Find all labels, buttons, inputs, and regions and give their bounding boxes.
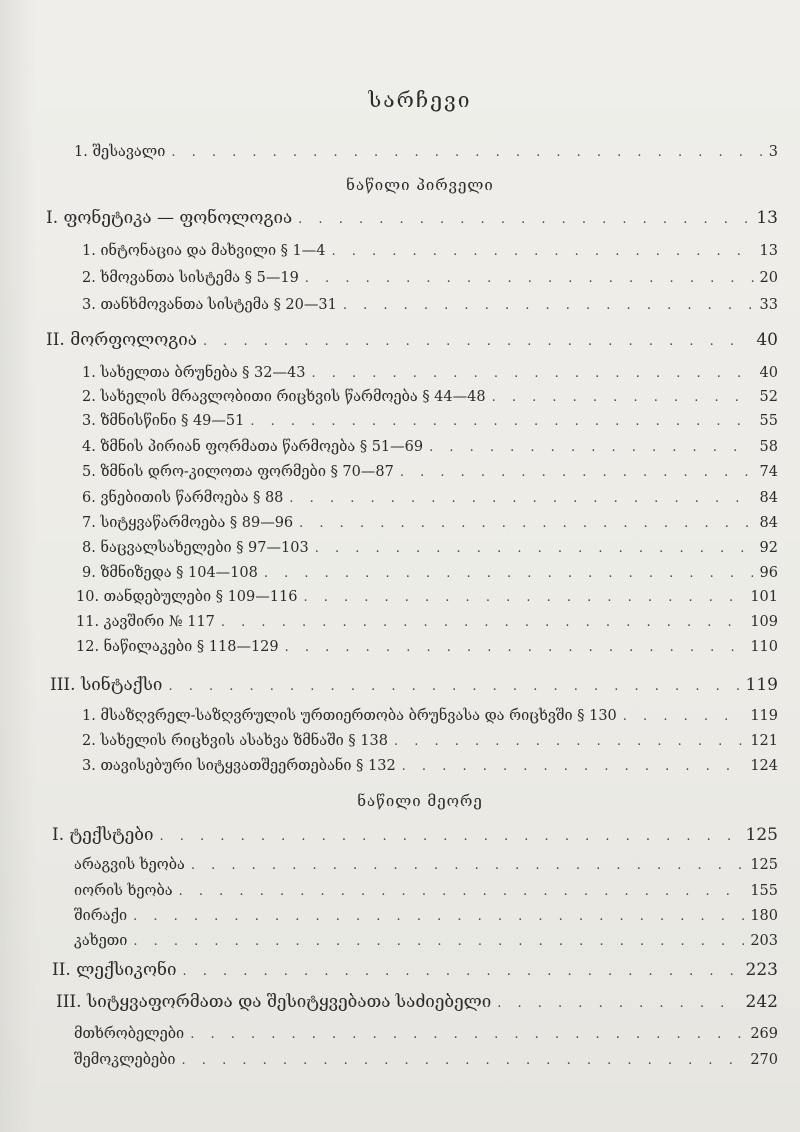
part-one-title: ნაწილი პირველი <box>346 176 494 194</box>
toc-entry-page: 269 <box>750 1026 778 1042</box>
toc-entry-page: 40 <box>759 365 778 381</box>
toc-entry <box>82 439 778 455</box>
leader-dots <box>331 244 753 259</box>
leader-dots <box>623 709 745 724</box>
leader-dots <box>303 590 744 605</box>
toc-entry-label: 2. სახელის მრავლობითი რიცხვის წარმოება § 44—48 <box>82 389 486 405</box>
toc-entry-label: მთხრობელები <box>74 1026 185 1042</box>
leader-dots <box>182 1053 745 1068</box>
toc-entry <box>82 365 778 381</box>
toc-entry-page: 203 <box>750 933 778 949</box>
toc-section-label: I. ტექსტები <box>52 825 154 845</box>
toc-section-word-index <box>56 992 778 1012</box>
toc-section-label: II. ლექსიკონი <box>52 960 177 980</box>
toc-entry-label: 4. ზმნის პირიან ფორმათა წარმოება § 51—69 <box>82 439 424 455</box>
toc-entry-page: 270 <box>750 1052 778 1068</box>
toc-entry-label: 1. ინტონაცია და მახვილი § 1—4 <box>82 243 326 259</box>
leader-dots <box>133 934 744 949</box>
toc-entry <box>82 243 778 259</box>
toc-entry-intro <box>74 144 778 160</box>
toc-entry-page: 155 <box>750 883 778 899</box>
leader-dots <box>160 829 740 844</box>
leader-dots <box>182 964 739 979</box>
leader-dots <box>315 541 754 556</box>
leader-dots <box>133 909 744 924</box>
toc-entry-page: 13 <box>759 243 778 259</box>
toc-section-page: 119 <box>745 675 778 695</box>
toc-entry <box>82 758 778 774</box>
leader-dots <box>221 615 744 630</box>
toc-entry <box>82 733 778 749</box>
toc-entry-page: 96 <box>759 565 778 581</box>
leader-dots <box>492 390 754 405</box>
toc-entry <box>74 1052 778 1068</box>
toc-entry-label: კახეთი <box>74 933 128 949</box>
toc-entry-page: 125 <box>750 857 778 873</box>
toc-entry <box>74 1026 778 1042</box>
leader-dots <box>429 440 753 455</box>
toc-entry-label: 12. ნაწილაკები § 118—129 <box>76 639 279 655</box>
toc-entry <box>82 270 778 286</box>
leader-dots <box>298 212 750 227</box>
leader-dots <box>191 858 744 873</box>
toc-entry-label: 1. მსაზღვრელ-საზღვრულის ურთიერთობა ბრუნვასა და რიცხვში § 130 <box>82 708 617 724</box>
toc-section-page: 242 <box>745 992 778 1012</box>
leader-dots <box>497 996 739 1011</box>
toc-section-label: III. სინტაქსი <box>50 675 163 695</box>
leader-dots <box>289 491 753 506</box>
toc-entry <box>82 708 778 724</box>
toc-section-phonetics <box>46 208 778 228</box>
toc-entry <box>82 515 778 531</box>
toc-entry-label: არაგვის ხეობა <box>74 857 185 873</box>
toc-entry-label: 8. ნაცვალსახელები § 97—103 <box>82 540 309 556</box>
toc-entry-page: 119 <box>750 708 778 724</box>
toc-entry-label: 10. თანდებულები § 109—116 <box>76 589 298 605</box>
toc-entry-label: 1. სახელთა ბრუნება § 32—43 <box>82 365 306 381</box>
toc-entry <box>82 297 778 313</box>
toc-entry-label: 6. ვნებითის წარმოება § 88 <box>82 490 284 506</box>
toc-entry-label: 3. თანხმოვანთა სისტემა § 20—31 <box>82 297 337 313</box>
part-two-title: ნაწილი მეორე <box>357 792 483 810</box>
toc-entry-label: იორის ხეობა <box>74 883 173 899</box>
leader-dots <box>250 414 753 429</box>
toc-entry-page: 55 <box>759 413 778 429</box>
toc-entry <box>82 565 778 581</box>
toc-entry-page: 84 <box>759 490 778 506</box>
toc-entry-label: 7. სიტყვაწარმოება § 89—96 <box>82 515 294 531</box>
leader-dots <box>402 759 745 774</box>
toc-entry-label: 3. ზმნისწინი § 49—51 <box>82 413 245 429</box>
toc-entry-label: შირაქი <box>74 908 128 924</box>
toc-entry-label: 11. კავშირი № 117 <box>76 614 215 630</box>
toc-section-label: I. ფონეტიკა — ფონოლოგია <box>46 208 293 228</box>
toc-section-morphology <box>46 330 778 350</box>
leader-dots <box>179 884 745 899</box>
toc-entry <box>82 389 778 405</box>
toc-entry <box>74 908 778 924</box>
leader-dots <box>190 1027 744 1042</box>
toc-entry <box>76 589 778 605</box>
toc-entry-page: 84 <box>759 515 778 531</box>
leader-dots <box>400 465 754 480</box>
leader-dots <box>343 298 754 313</box>
toc-entry <box>76 614 778 630</box>
toc-section-texts <box>52 825 778 845</box>
toc-entry <box>82 540 778 556</box>
toc-entry-page: 52 <box>759 389 778 405</box>
toc-section-syntax <box>50 675 778 695</box>
toc-entry-label: 3. თავისებური სიტყვათშეერთებანი § 132 <box>82 758 396 774</box>
toc-entry <box>74 857 778 873</box>
toc-entry-label: 9. ზმნიზედა § 104—108 <box>82 565 258 581</box>
toc-entry-label: 2. სახელის რიცხვის ასახვა ზმნაში § 138 <box>82 733 388 749</box>
toc-entry <box>82 490 778 506</box>
toc-section-label: III. სიტყვაფორმათა და შესიტყვებათა საძიებელი <box>56 992 492 1012</box>
page-shadow <box>0 0 36 1132</box>
toc-entry <box>74 883 778 899</box>
page-title: სარჩევი <box>368 88 472 112</box>
toc-entry-page: 74 <box>759 464 778 480</box>
toc-entry <box>76 639 778 655</box>
toc-section-page: 125 <box>745 825 778 845</box>
toc-entry-label: 1. შესავალი <box>74 144 166 160</box>
leader-dots <box>285 640 745 655</box>
toc-entry-label: 2. ხმოვანთა სისტემა § 5—19 <box>82 270 299 286</box>
toc-section-page: 223 <box>745 960 778 980</box>
toc-section-label: II. მორფოლოგია <box>46 330 197 350</box>
toc-entry-page: 33 <box>759 297 778 313</box>
toc-entry-label: შემოკლებები <box>74 1052 176 1068</box>
leader-dots <box>305 271 754 286</box>
toc-entry-page: 109 <box>750 614 778 630</box>
toc-entry-page: 101 <box>750 589 778 605</box>
toc-entry <box>82 464 778 480</box>
toc-entry-label: 5. ზმნის დრო-კილოთა ფორმები § 70—87 <box>82 464 394 480</box>
toc-section-page: 40 <box>756 330 778 350</box>
toc-entry-page: 92 <box>759 540 778 556</box>
toc-entry-page: 121 <box>750 733 778 749</box>
toc-entry-page: 58 <box>759 439 778 455</box>
leader-dots <box>311 366 753 381</box>
leader-dots <box>168 679 739 694</box>
leader-dots <box>299 516 753 531</box>
leader-dots <box>264 566 754 581</box>
toc-entry-page: 180 <box>750 908 778 924</box>
leader-dots <box>203 334 750 349</box>
toc-entry-page: 20 <box>759 270 778 286</box>
toc-entry <box>82 413 778 429</box>
toc-entry-page: 124 <box>750 758 778 774</box>
toc-entry-page: 3 <box>768 144 778 160</box>
leader-dots <box>394 734 744 749</box>
toc-entry <box>74 933 778 949</box>
toc-section-page: 13 <box>756 208 778 228</box>
leader-dots <box>171 145 762 160</box>
toc-section-lexicon <box>52 960 778 980</box>
toc-entry-page: 110 <box>750 639 778 655</box>
